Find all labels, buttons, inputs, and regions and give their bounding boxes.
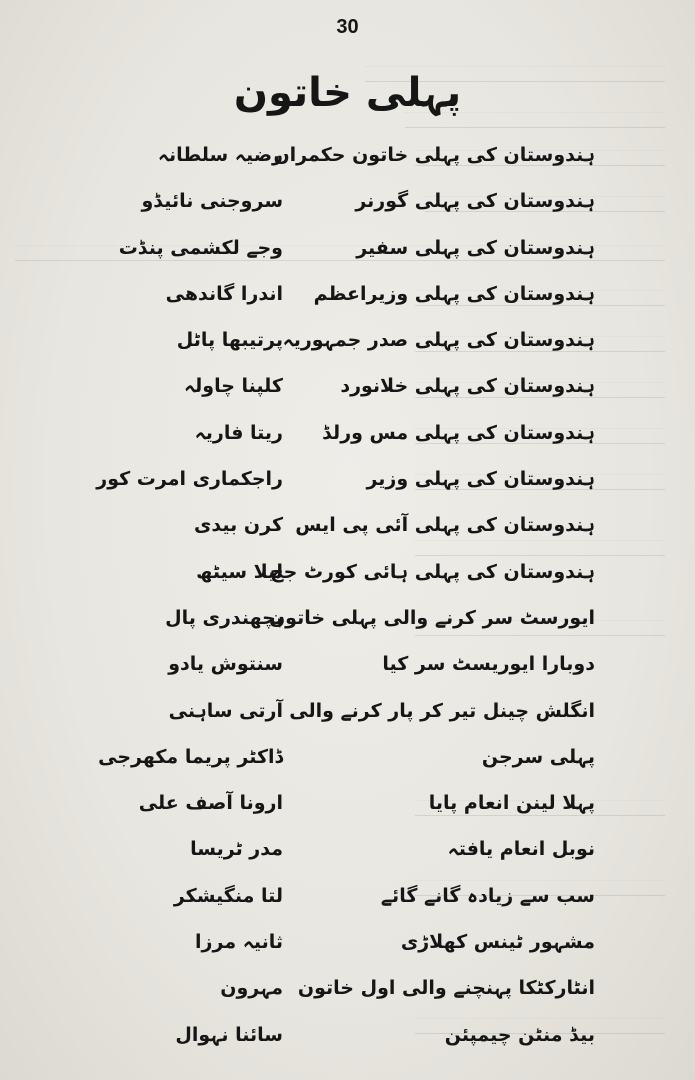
entry-name: لتا منگیشکر (173, 884, 283, 907)
list-item (0, 931, 695, 977)
entry-name: اندرا گاندھی (165, 282, 283, 305)
entry-name: سائنا نہوال (175, 1023, 283, 1046)
entry-description: مشہور ٹینس کھلاڑی (400, 931, 595, 954)
list-item (0, 746, 695, 792)
entry-name: ریتا فاریہ (194, 421, 283, 444)
entry-name: سروجنی نائیڈو (141, 190, 283, 213)
list-item (0, 561, 695, 607)
entry-description: بیڈ منٹن چیمپئن (444, 1023, 595, 1046)
entry-description: نوبل انعام یافتہ (447, 838, 595, 861)
entry-description: انٹارکٹکا پہنچنے والی اول خاتون (297, 977, 595, 1000)
list-item (0, 1024, 695, 1070)
entry-description: ہندوستان کی پہلی وزیراعظم (313, 282, 595, 305)
list-item (0, 514, 695, 560)
entry-description: پہلی سرجن (481, 745, 595, 768)
entry-name: بچھندری پال (165, 606, 283, 629)
entries-list (0, 144, 695, 1070)
entry-name: مدر ٹریسا (190, 838, 283, 861)
list-item (0, 329, 695, 375)
entry-name: کرن بیدی (194, 514, 283, 537)
entry-name: ڈاکٹر پریما مکھرجی (98, 745, 283, 768)
entry-description: ہندوستان کی پہلی خلانورد (340, 375, 595, 398)
entry-description: ہندوستان کی پہلی سفیر (356, 236, 595, 259)
list-item (0, 977, 695, 1023)
list-item (0, 792, 695, 838)
entry-description: انگلش چینل تیر کر پار کرنے والی (289, 699, 595, 722)
list-item (0, 237, 695, 283)
list-item (0, 607, 695, 653)
entry-name: لیلا سیٹھ (196, 560, 283, 583)
list-item (0, 422, 695, 468)
entry-description: ایورسٹ سر کرنے والی پہلی خاتون (268, 606, 595, 629)
entry-description: ہندوستان کی پہلی آئی پی ایس (295, 514, 595, 537)
list-item (0, 468, 695, 514)
entry-name: راجکماری امرت کور (96, 468, 283, 491)
list-item (0, 885, 695, 931)
entry-description: پہلا لینن انعام پایا (428, 792, 595, 815)
list-item (0, 144, 695, 190)
entry-description: سب سے زیادہ گانے گائے (380, 884, 595, 907)
entry-description: ہندوستان کی پہلی خاتون حکمراں (273, 144, 595, 166)
entry-description: ہندوستان کی پہلی ہائی کورٹ جج (269, 560, 595, 583)
list-item (0, 190, 695, 236)
entry-description: دوبارا ایوریسٹ سر کیا (382, 653, 595, 676)
page-title: پہلی خاتون (233, 70, 462, 116)
entry-name: رضیہ سلطانہ (157, 144, 283, 166)
entry-description: ہندوستان کی پہلی مس ورلڈ (322, 421, 595, 444)
list-item (0, 700, 695, 746)
list-item (0, 375, 695, 421)
entry-description: ہندوستان کی پہلی گورنر (355, 190, 595, 213)
list-item (0, 653, 695, 699)
entry-name: ارونا آصف علی (138, 792, 283, 815)
entry-name: آرتی ساہنی (168, 699, 283, 722)
page-number: 30 (336, 16, 359, 38)
entry-name: سنتوش یادو (168, 653, 283, 676)
entry-description: ہندوستان کی پہلی وزیر (366, 468, 595, 491)
entry-description: ہندوستان کی پہلی صدر جمہوریہ (282, 329, 595, 352)
entry-name: کلپنا چاولہ (184, 375, 283, 398)
entry-name: مہرون (220, 977, 283, 1000)
entry-name: ثانیہ مرزا (195, 931, 283, 954)
entry-name: پرتیبھا پاٹل (176, 329, 283, 352)
list-item (0, 838, 695, 884)
list-item (0, 283, 695, 329)
entry-name: وجے لکشمی پنڈت (118, 236, 283, 259)
